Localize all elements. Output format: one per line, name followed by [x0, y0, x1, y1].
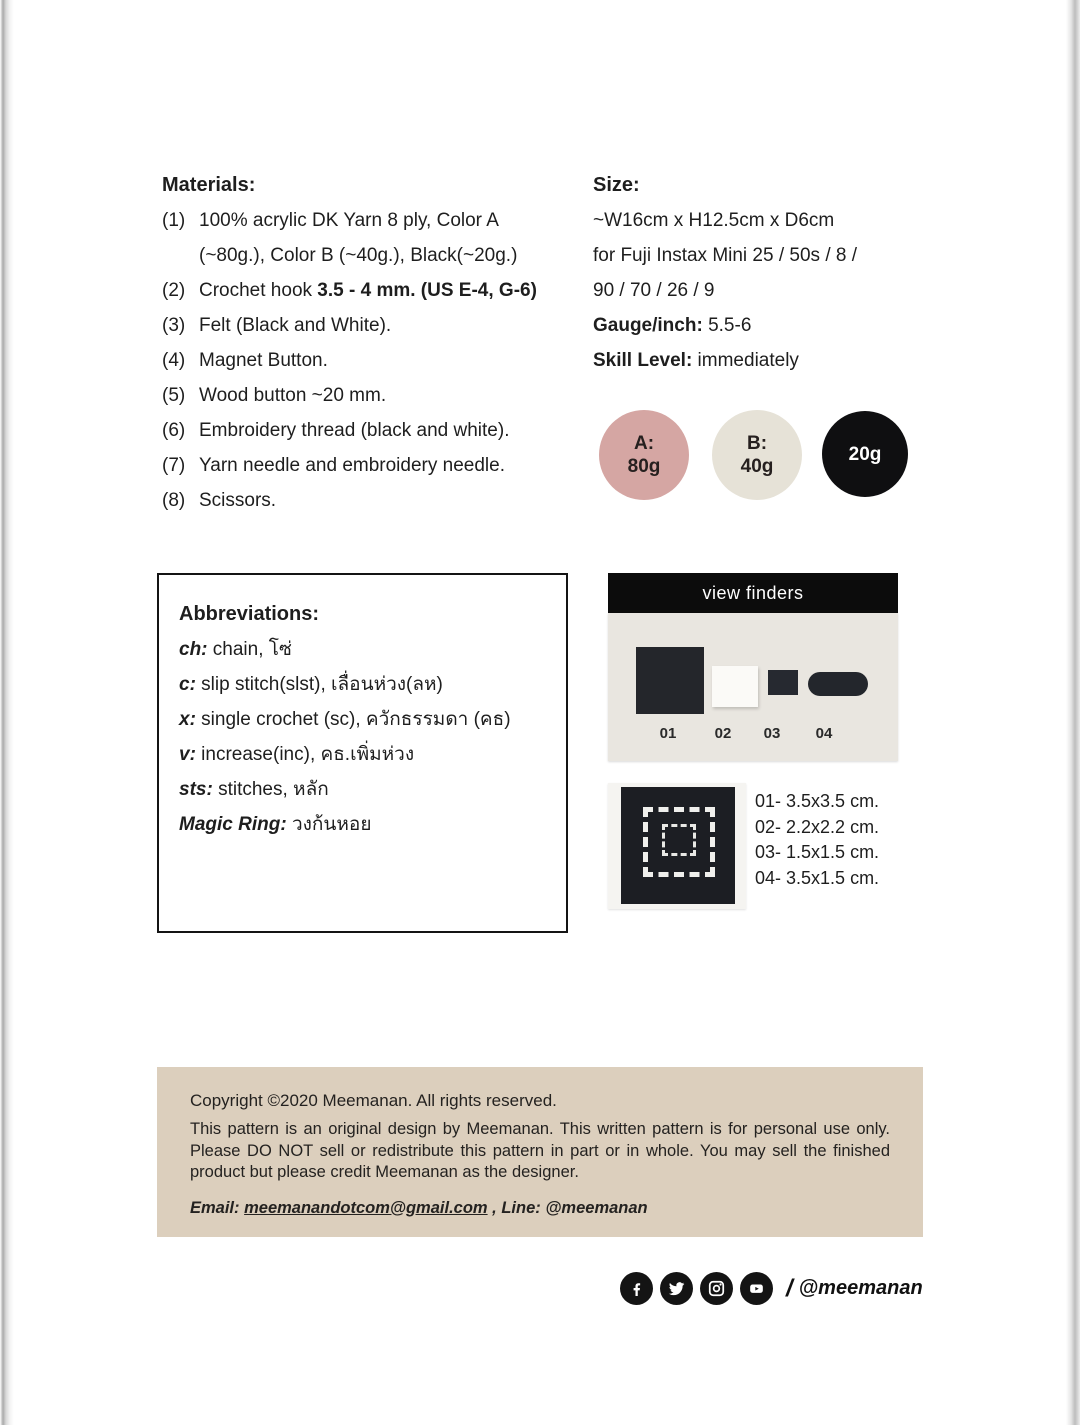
item-number: (8) — [162, 490, 186, 511]
abbrev-term: sts: — [179, 779, 213, 800]
facebook-icon[interactable] — [620, 1272, 653, 1305]
viewfinder-label-03: 03 — [763, 725, 781, 742]
materials-item-4 — [162, 343, 592, 378]
abbrev-x — [179, 702, 566, 737]
viewfinders-header: view finders — [608, 573, 898, 613]
materials-item-6 — [162, 413, 592, 448]
yarn-b-badge — [712, 410, 802, 500]
abbreviations-box — [157, 573, 568, 933]
item-text-plain: Crochet hook — [199, 280, 318, 301]
yarn-b-weight: 40g — [740, 456, 774, 477]
item-number: (4) — [162, 350, 186, 371]
instagram-icon[interactable] — [700, 1272, 733, 1305]
item-text: 100% acrylic DK Yarn 8 ply, Color A — [199, 210, 499, 231]
item-text: (~80g.), Color B (~40g.), Black(~20g.) — [199, 245, 518, 266]
item-number-spacer — [162, 238, 199, 273]
item-number: (6) — [162, 420, 186, 441]
size-title: Size: — [593, 174, 640, 196]
item-text: Embroidery thread (black and white). — [199, 420, 510, 441]
viewfinder-measurements — [755, 789, 879, 891]
skill-line — [593, 343, 933, 378]
abbrev-meaning: วงก้นหอย — [286, 814, 372, 835]
abbrev-c — [179, 667, 566, 702]
viewfinder-label-04: 04 — [815, 725, 833, 742]
item-text — [199, 273, 537, 308]
contact-line — [190, 1199, 890, 1218]
abbrev-v — [179, 737, 566, 772]
viewfinders-panel — [608, 573, 898, 761]
abbrev-magic-ring — [179, 807, 566, 842]
viewfinder-03-small-black-square — [768, 670, 798, 695]
social-handle: @meemanan — [798, 1277, 923, 1299]
page-edge-left — [0, 0, 14, 1425]
copyright-line: Copyright ©2020 Meemanan. All rights reserved. — [190, 1091, 557, 1110]
line-handle: , Line: @meemanan — [487, 1198, 648, 1217]
item-number: (2) — [162, 280, 186, 301]
item-number: (5) — [162, 385, 186, 406]
email-label: Email: — [190, 1198, 245, 1217]
materials-item-2 — [162, 273, 592, 308]
size-section — [593, 168, 933, 378]
size-for-line1: for Fuji Instax Mini 25 / 50s / 8 / — [593, 245, 857, 266]
viewfinder-label-01: 01 — [659, 725, 677, 742]
copyright-box — [157, 1067, 923, 1237]
item-text: Yarn needle and embroidery needle. — [199, 455, 505, 476]
social-bar — [620, 1272, 923, 1305]
abbrev-meaning: increase(inc), คธ.เพิ่มห่วง — [195, 744, 415, 765]
abbrev-term: v: — [179, 744, 196, 765]
abbrev-term: Magic Ring: — [179, 814, 287, 835]
youtube-icon[interactable] — [740, 1272, 773, 1305]
measurement-01: 01- 3.5x3.5 cm. — [755, 791, 880, 811]
page-edge-right — [1066, 0, 1080, 1425]
separator-slash: / — [786, 1274, 793, 1302]
abbrev-meaning: single crochet (sc), ควักธรรมดา (คธ) — [195, 709, 511, 730]
yarn-a-label: A: — [633, 433, 655, 454]
gauge-value: 5.5-6 — [702, 315, 752, 336]
materials-item-1-cont — [162, 238, 592, 273]
viewfinder-02-white-square — [712, 666, 758, 707]
viewfinder-01-black-square — [636, 647, 704, 714]
materials-section — [162, 168, 592, 518]
item-text: Wood button ~20 mm. — [199, 385, 387, 406]
materials-item-1 — [162, 203, 592, 238]
abbrev-meaning: stitches, หลัก — [212, 779, 329, 800]
twitter-icon[interactable] — [660, 1272, 693, 1305]
email-link[interactable]: meemanandotcom@gmail.com — [244, 1198, 488, 1217]
abbrev-term: c: — [179, 674, 196, 695]
abbrev-term: ch: — [179, 639, 208, 660]
item-text: Magnet Button. — [199, 350, 328, 371]
measurement-04: 04- 3.5x1.5 cm. — [755, 867, 880, 888]
copyright-body: This pattern is an original design by Meemanan. This written pattern is for personal use only. Please DO NOT sell or redistribute this pattern in part or in whole. You may sell the finished product but please credit Meemanan as the designer. — [190, 1120, 890, 1181]
viewfinder-sample-photo — [608, 783, 746, 909]
abbreviations-title: Abbreviations: — [179, 603, 320, 625]
white-stitch-frame — [643, 807, 715, 877]
gauge-label: Gauge/inch: — [593, 315, 703, 336]
abbrev-sts — [179, 772, 566, 807]
materials-item-8 — [162, 483, 592, 518]
abbrev-ch — [179, 632, 566, 667]
inner-dashed-square — [662, 824, 696, 856]
viewfinder-04-black-pill — [808, 672, 868, 696]
abbrev-meaning: slip stitch(slst), เลื่อนห่วง(ลห) — [195, 674, 443, 695]
skill-label: Skill Level: — [593, 350, 693, 371]
item-number: (7) — [162, 455, 186, 476]
materials-item-3 — [162, 308, 592, 343]
measurement-02: 02- 2.2x2.2 cm. — [755, 816, 880, 837]
viewfinder-label-02: 02 — [714, 725, 732, 742]
black-felt-square — [621, 787, 735, 904]
yarn-a-badge — [599, 410, 689, 500]
yarn-black-badge — [822, 411, 908, 497]
gauge-line — [593, 308, 933, 343]
viewfinders-photo — [608, 613, 898, 761]
abbrev-meaning: chain, โซ่ — [207, 639, 292, 660]
skill-value: immediately — [692, 350, 799, 371]
measurement-03: 03- 1.5x1.5 cm. — [755, 842, 880, 862]
item-text: Scissors. — [199, 490, 277, 511]
item-text-bold: 3.5 - 4 mm. (US E-4, G-6) — [317, 280, 537, 301]
abbrev-term: x: — [179, 709, 196, 730]
yarn-b-label: B: — [746, 433, 768, 454]
item-number: (1) — [162, 210, 186, 231]
yarn-a-weight: 80g — [627, 456, 661, 477]
item-text: Felt (Black and White). — [199, 315, 392, 336]
item-number: (3) — [162, 315, 186, 336]
size-for-line2: 90 / 70 / 26 / 9 — [593, 280, 715, 301]
materials-title: Materials: — [162, 174, 256, 196]
materials-item-7 — [162, 448, 592, 483]
yarn-black-weight: 20g — [848, 443, 882, 465]
size-dimensions: ~W16cm x H12.5cm x D6cm — [593, 210, 835, 231]
materials-item-5 — [162, 378, 592, 413]
